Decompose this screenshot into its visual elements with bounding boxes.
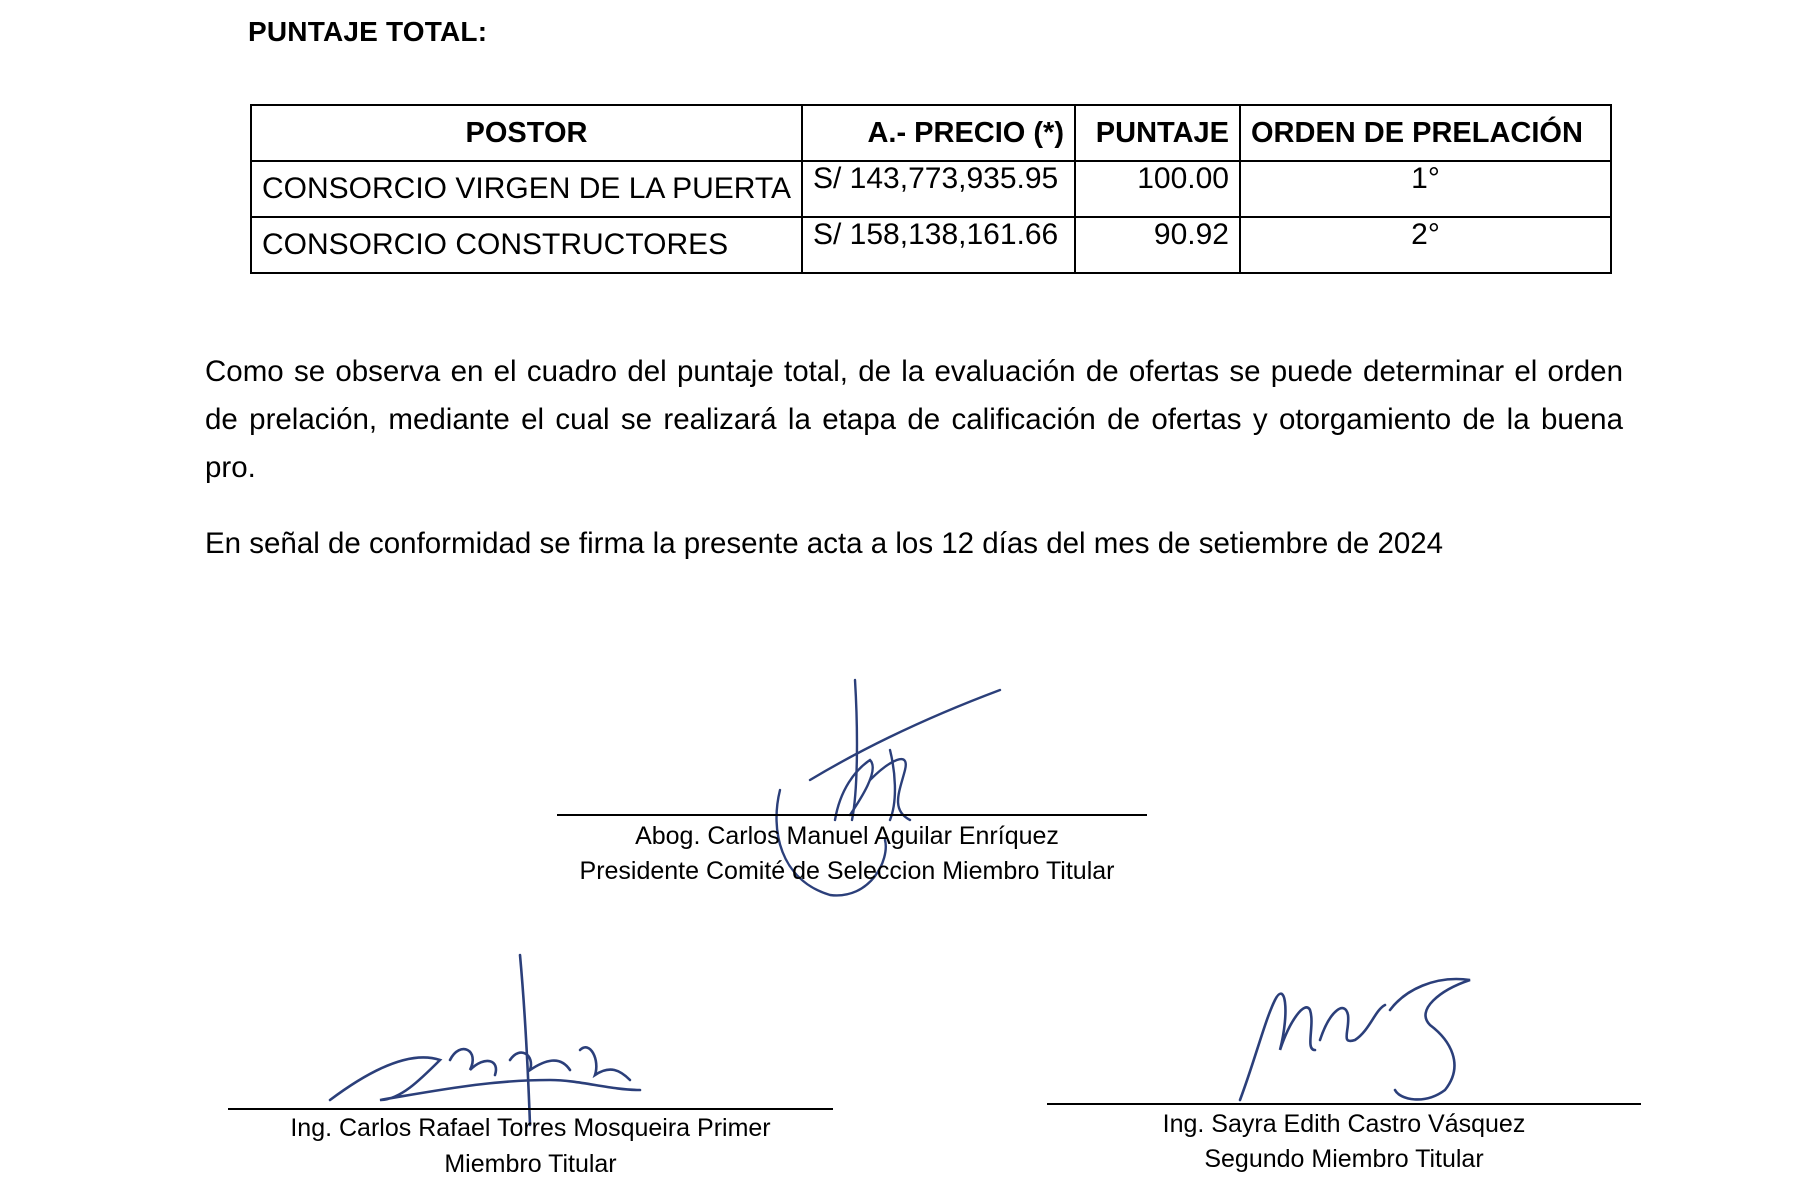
first-member-name: Ing. Carlos Rafael Torres Mosqueira Primer <box>290 1114 771 1142</box>
president-name: Abog. Carlos Manuel Aguilar Enríquez <box>635 822 1059 850</box>
second-member-signature <box>1230 970 1490 1110</box>
conclusion-paragraph: Como se observa en el cuadro del puntaje total, de la evaluación de ofertas se puede determinar el orden de prelación, mediante el cual se realizará la etapa de calificación de ofertas y otorgamiento de la buena pro. <box>205 355 1623 484</box>
second-member-signature-line <box>1047 1103 1641 1105</box>
conformity-paragraph: En señal de conformidad se firma la presente acta a los 12 días del mes de setiembre de 2024 <box>205 527 1444 560</box>
header-precio: A.- PRECIO (*) <box>802 105 1075 161</box>
cell-puntaje: 100.00 <box>1075 161 1240 217</box>
table-row <box>251 161 1611 217</box>
score-table <box>250 104 1612 274</box>
president-role: Presidente Comité de Seleccion Miembro Titular <box>579 857 1115 885</box>
second-member-role: Segundo Miembro Titular <box>1204 1145 1484 1173</box>
cell-precio: S/ 158,138,161.66 <box>802 217 1075 273</box>
header-puntaje: PUNTAJE <box>1075 105 1240 161</box>
table-header-row <box>251 105 1611 161</box>
cell-precio: S/ 143,773,935.95 <box>802 161 1075 217</box>
cell-postor: CONSORCIO VIRGEN DE LA PUERTA <box>251 161 802 217</box>
president-signature-line <box>557 814 1147 816</box>
cell-orden: 1° <box>1240 161 1611 217</box>
cell-postor: CONSORCIO CONSTRUCTORES <box>251 217 802 273</box>
cell-orden: 2° <box>1240 217 1611 273</box>
table-row <box>251 217 1611 273</box>
header-postor: POSTOR <box>251 105 802 161</box>
second-member-name: Ing. Sayra Edith Castro Vásquez <box>1162 1110 1526 1138</box>
first-member-role: Miembro Titular <box>444 1150 617 1178</box>
section-title: PUNTAJE TOTAL: <box>248 16 488 47</box>
cell-puntaje: 90.92 <box>1075 217 1240 273</box>
first-member-signature <box>320 950 660 1130</box>
header-orden: ORDEN DE PRELACIÓN <box>1240 105 1611 161</box>
first-member-signature-line <box>228 1108 833 1110</box>
